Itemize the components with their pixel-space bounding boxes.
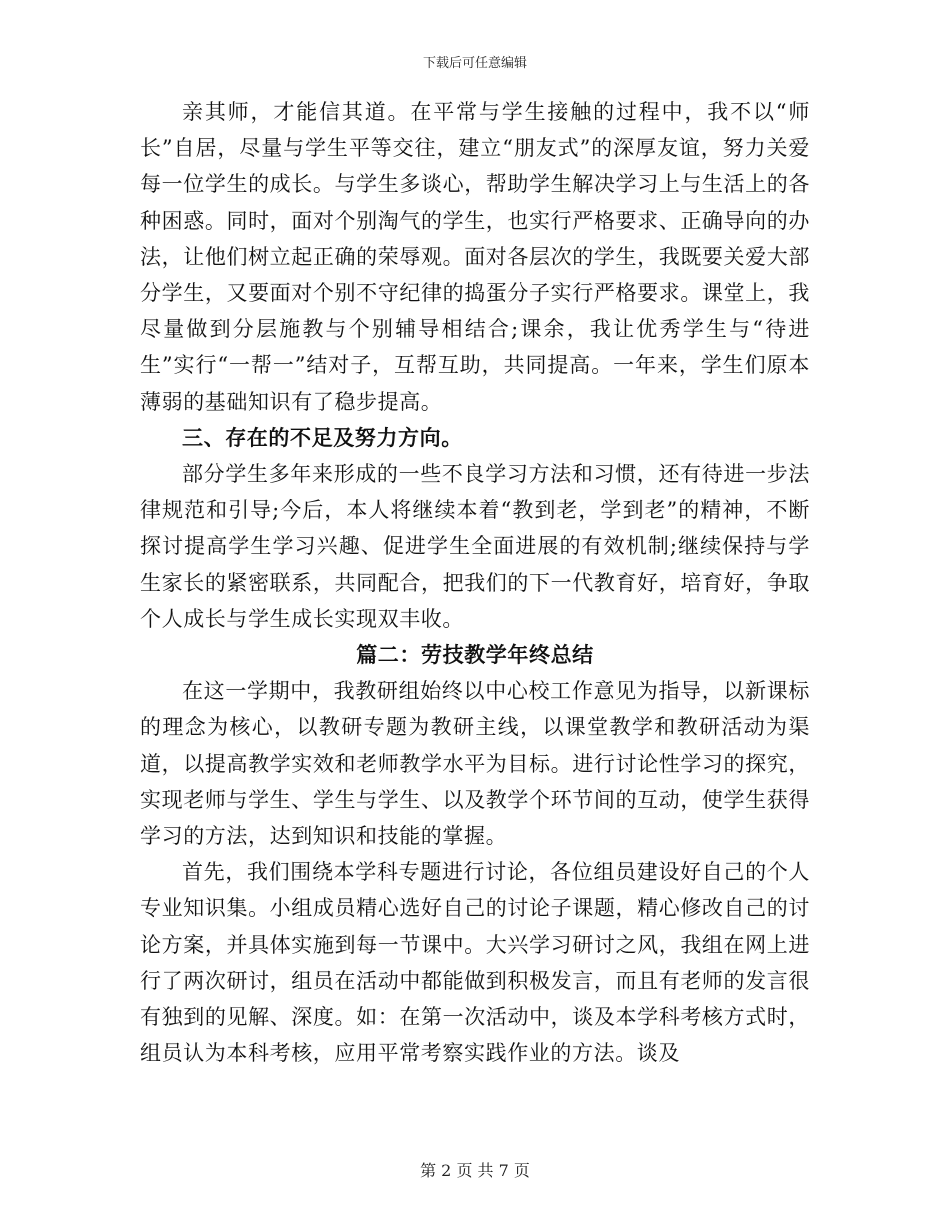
paragraph: 部分学生多年来形成的一些不良学习方法和习惯，还有待进一步法律规范和引导;今后，本人将继续本着“教到老，学到老”的精神，不断探讨提高学生学习兴趣、促进学生全面进展的有效机制;继续保持与学生家长的紧密联系，共同配合，把我们的下一代教育好，培育好，争取个人成长与学生成长实现双丰收。 (140, 462, 810, 631)
page-header: 下载后可任意编辑 (422, 56, 527, 71)
section-heading: 三、存在的不足及努力方向。 (182, 424, 463, 450)
document-body (140, 94, 810, 1071)
article-title: 篇二：劳技教学年终总结 (356, 642, 594, 668)
page-number: 第 2 页 共 7 页 (420, 1161, 530, 1180)
paragraph: 亲其师，才能信其道。在平常与学生接触的过程中，我不以“师长”自居，尽量与学生平等交往，建立“朋友式”的深厚友谊，努力关爱每一位学生的成长。与学生多谈心，帮助学生解决学习上与生活上的各种困惑。同时，面对个别淘气的学生，也实行严格要求、正确导向的办法，让他们树立起正确的荣辱观。面对各层次的学生，我既要关爱大部分学生，又要面对个别不守纪律的捣蛋分子实行严格要求。课堂上，我尽量做到分层施教与个别辅导相结合;课余，我让优秀学生与“待进生”实行“一帮一”结对子，互帮互助，共同提高。一年来，学生们原本薄弱的基础知识有了稳步提高。 (140, 100, 810, 414)
paragraph: 首先，我们围绕本学科专题进行讨论，各位组员建设好自己的个人专业知识集。小组成员精心选好自己的讨论子课题，精心修改自己的讨论方案，并具体实施到每一节课中。大兴学习研讨之风，我组在网上进行了两次研讨，组员在活动中都能做到积极发言，而且有老师的发言很有独到的见解、深度。如：在第一次活动中，谈及本学科考核方式时，组员认为本科考核，应用平常考察实践作业的方法。谈及 (140, 860, 810, 1066)
paragraph: 在这一学期中，我教研组始终以中心校工作意见为指导，以新课标的理念为核心，以教研专题为教研主线，以课堂教学和教研活动为渠道，以提高教学实效和老师教学水平为目标。进行讨论性学习的探究，实现老师与学生、学生与学生、以及教学个环节间的互动，使学生获得学习的方法，达到知识和技能的掌握。 (140, 679, 810, 849)
